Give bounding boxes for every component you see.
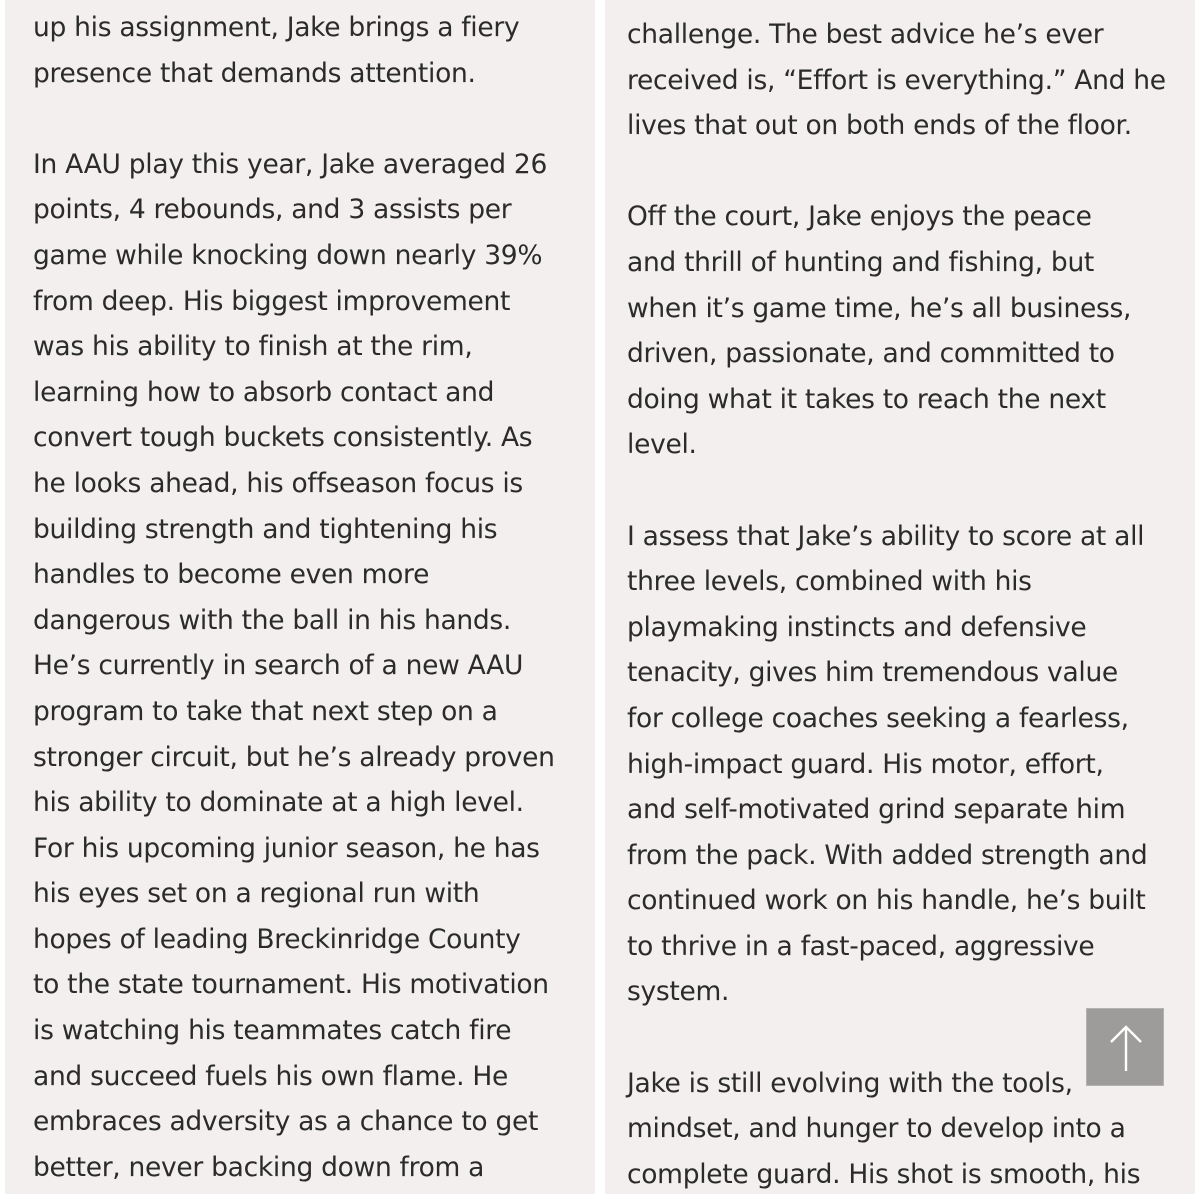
text-line: presence that demands attention. [33, 57, 476, 89]
text-line: for college coaches seeking a fearless, [627, 702, 1129, 734]
scroll-to-top-button[interactable] [1086, 1008, 1164, 1086]
text-line: hopes of leading Breckinridge County [33, 923, 521, 955]
text-line: points, 4 rebounds, and 3 assists per [33, 194, 512, 226]
text-line: embraces adversity as a chance to get [33, 1106, 539, 1138]
text-line: For his upcoming junior season, he has [33, 832, 540, 864]
arrow-up-icon [1087, 1009, 1165, 1087]
text-line: and thrill of hunting and fishing, but [627, 246, 1095, 278]
text-line: Off the court, Jake enjoys the peace [627, 201, 1092, 233]
text-line: received is, “Effort is everything.” And he [627, 64, 1166, 96]
text-line: his eyes set on a regional run with [33, 878, 480, 910]
text-line: building strength and tightening his [33, 513, 498, 545]
text-line: program to take that next step on a [33, 695, 498, 727]
text-line: tenacity, gives him tremendous value [627, 657, 1118, 689]
right-article-text [627, 12, 1166, 1194]
text-line: continued work on his handle, he’s built [627, 885, 1146, 917]
text-line: doing what it takes to reach the next [627, 383, 1106, 415]
text-line: was his ability to finish at the rim, [33, 331, 473, 363]
text-line: better, never backing down from a [33, 1151, 485, 1183]
text-line: In AAU play this year, Jake averaged 26 [33, 148, 548, 180]
text-line: playmaking instincts and defensive [627, 611, 1087, 643]
text-line: mindset, and hunger to develop into a [627, 1113, 1126, 1145]
text-line: handles to become even more [33, 559, 430, 591]
left-article-panel [5, 0, 595, 1194]
paragraph-gap [627, 468, 1166, 514]
text-line: up his assignment, Jake brings a fiery [33, 12, 520, 43]
text-line: He’s currently in search of a new AAU [33, 650, 524, 682]
text-line: and self-motivated grind separate him [627, 794, 1126, 826]
text-line: is watching his teammates catch fire [33, 1015, 512, 1047]
text-line: from deep. His biggest improvement [33, 285, 511, 317]
text-line: I assess that Jake’s ability to score at all [627, 520, 1145, 552]
text-line: his ability to dominate at a high level. [33, 787, 524, 819]
paragraph-gap [33, 96, 555, 142]
paragraph-gap [627, 149, 1166, 195]
paragraph-gap [627, 1015, 1166, 1061]
text-line: three levels, combined with his [627, 566, 1032, 598]
text-line: challenge. The best advice he’s ever [627, 19, 1104, 50]
text-line: system. [627, 976, 730, 1008]
text-line: Jake is still evolving with the tools, [627, 1067, 1073, 1099]
text-line: complete guard. His shot is smooth, his [627, 1158, 1141, 1190]
text-line: to the state tournament. His motivation [33, 969, 549, 1001]
text-line: lives that out on both ends of the floor. [627, 110, 1132, 142]
text-line: from the pack. With added strength and [627, 839, 1148, 871]
text-line: level. [627, 429, 697, 461]
text-line: dangerous with the ball in his hands. [33, 604, 512, 636]
text-line: game while knocking down nearly 39% [33, 239, 543, 271]
text-line: learning how to absorb contact and [33, 376, 495, 408]
text-line: driven, passionate, and committed to [627, 338, 1115, 370]
text-line: when it’s game time, he’s all business, [627, 292, 1132, 324]
text-line: stronger circuit, but he’s already proven [33, 741, 555, 773]
left-article-text [33, 5, 555, 1190]
text-line: he looks ahead, his offseason focus is [33, 467, 523, 499]
text-line: high-impact guard. His motor, effort, [627, 748, 1104, 780]
text-line: and succeed fuels his own flame. He [33, 1060, 509, 1092]
text-line: to thrive in a fast-paced, aggressive [627, 930, 1095, 962]
text-line: convert tough buckets consistently. As [33, 422, 533, 454]
